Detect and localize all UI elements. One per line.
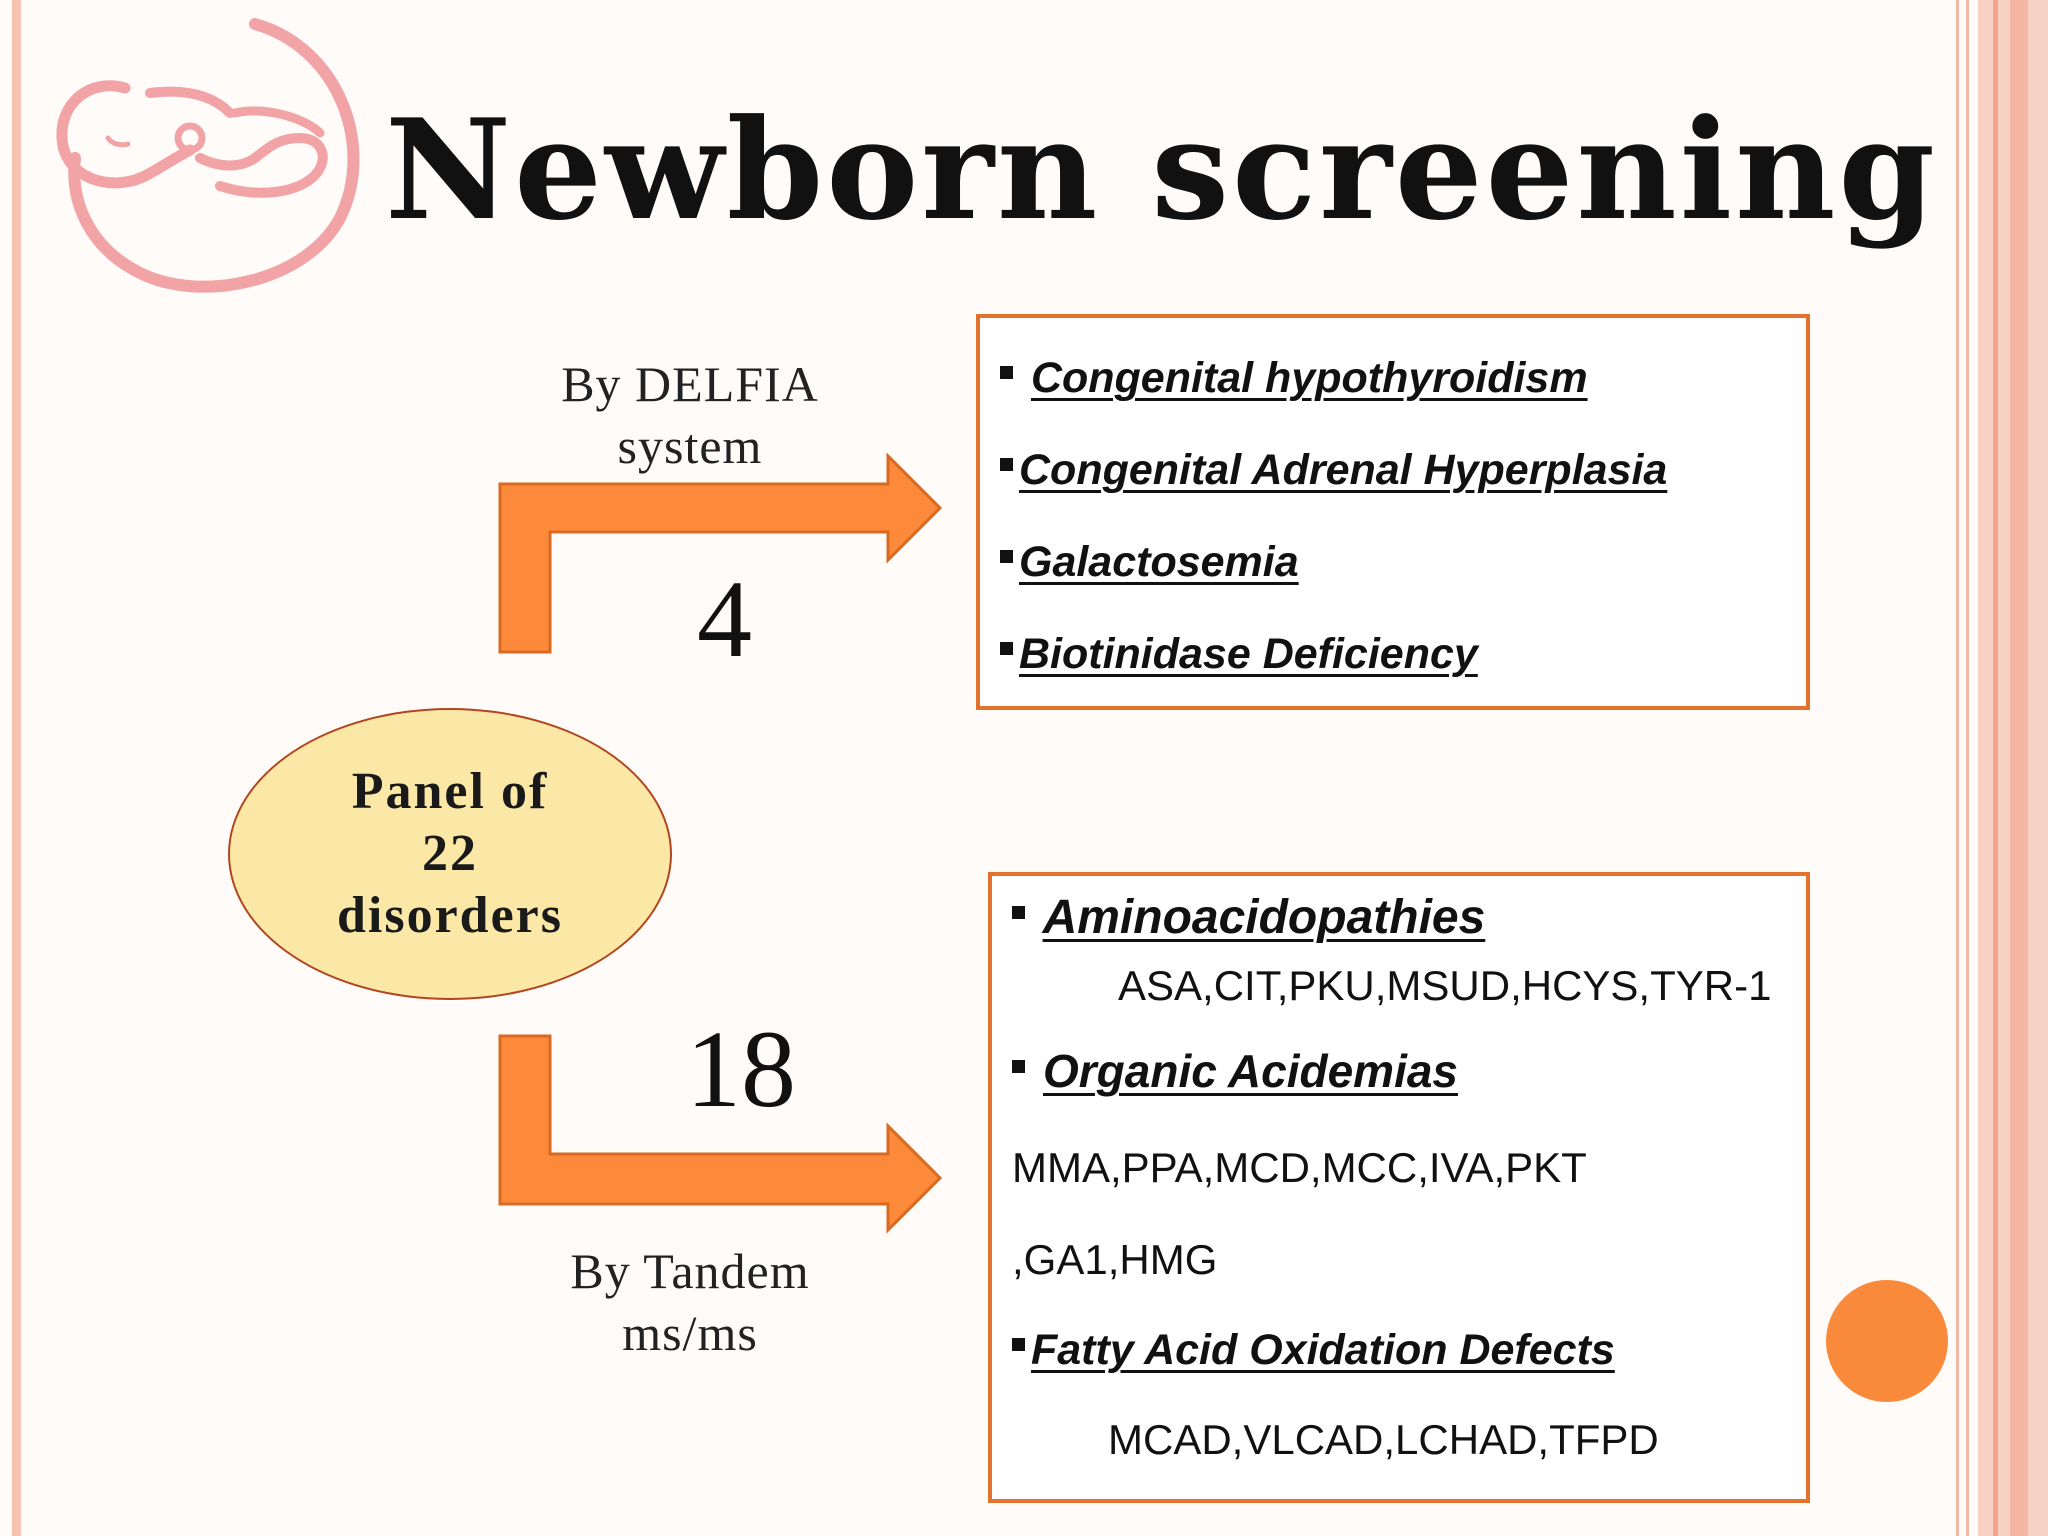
decorative-orange-dot bbox=[1826, 1280, 1948, 1402]
delfia-disorders-box bbox=[976, 314, 1810, 710]
page-title: Newborn screening bbox=[385, 88, 1938, 251]
delfia-count: 4 bbox=[697, 558, 752, 680]
list-item: Biotinidase Deficiency bbox=[1000, 630, 1478, 679]
group-codes: ASA,CIT,PKU,MSUD,HCYS,TYR-1 bbox=[1118, 962, 1772, 1009]
bullet-icon bbox=[1012, 1338, 1025, 1351]
tandem-disorders-box bbox=[988, 872, 1810, 1503]
bullet-icon bbox=[1012, 906, 1025, 919]
list-item: Congenital hypothyroidism bbox=[1000, 354, 1588, 403]
tandem-method-label: By Tandem ms/ms bbox=[570, 1243, 810, 1361]
group-codes: ,GA1,HMG bbox=[1012, 1236, 1218, 1283]
bullet-icon bbox=[1000, 642, 1013, 655]
bullet-icon bbox=[1012, 1060, 1025, 1073]
bullet-icon bbox=[1000, 458, 1013, 471]
list-item: Galactosemia bbox=[1000, 538, 1299, 587]
group-heading: Fatty Acid Oxidation Defects bbox=[1012, 1326, 1615, 1375]
bullet-icon bbox=[1000, 550, 1013, 563]
group-codes: MMA,PPA,MCD,MCC,IVA,PKT bbox=[1012, 1144, 1587, 1191]
tandem-count: 18 bbox=[686, 1008, 796, 1130]
delfia-method-label: By DELFIA system bbox=[561, 356, 819, 474]
group-codes: MCAD,VLCAD,LCHAD,TFPD bbox=[1108, 1416, 1659, 1463]
group-heading: Aminoacidopathies bbox=[1012, 890, 1485, 945]
list-item: Congenital Adrenal Hyperplasia bbox=[1000, 446, 1667, 495]
group-heading: Organic Acidemias bbox=[1012, 1044, 1458, 1098]
panel-ellipse: Panel of 22 disorders bbox=[228, 708, 672, 1000]
bullet-icon bbox=[1000, 366, 1013, 379]
